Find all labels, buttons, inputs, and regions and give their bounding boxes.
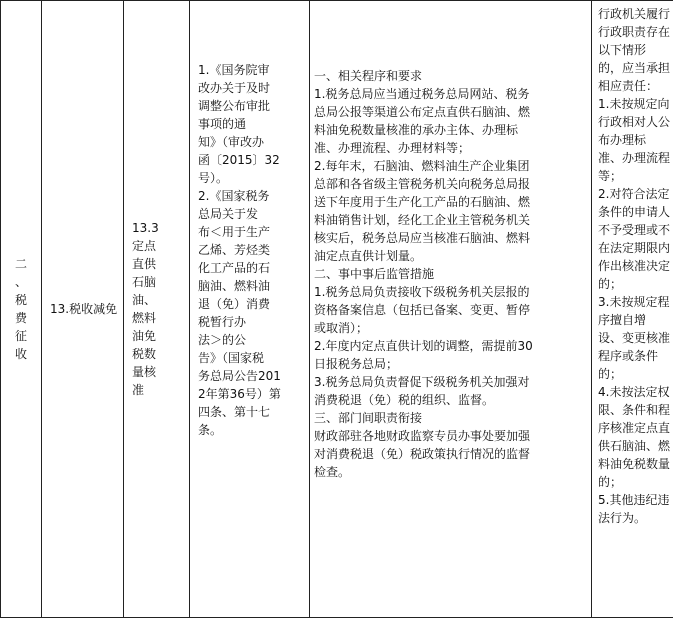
item-name: 13.税收减免 [50,302,118,316]
responsibility-line: 准、办理流程 [598,151,671,165]
procedure-line: 检查。 [314,465,351,479]
responsibility-line: 限、条件和程 [598,403,671,417]
responsibility-line: 1.未按规定向 [598,97,670,111]
basis-line: 税暂行办 [198,315,247,329]
responsibility-line: 相应责任： [598,79,659,93]
procedure-line: 2.年度内定点直供计划的调整，需提前30 [314,339,533,353]
basis-line: 乙烯、芳烃类 [198,243,271,257]
procedure-line: 对消费税退（免）税政策执行情况的监督 [314,447,531,461]
responsibility-line: 法行为。 [598,511,647,525]
basis-line: 2.《国家税务 [198,189,270,203]
responsibility-line: 行政职责存在 [598,25,671,39]
procedure-line: 消费税退（免）税的组织、监督。 [314,393,495,407]
procedure-line: 三、部门间职责衔接 [314,411,423,425]
basis-line: 布＜用于生产 [198,225,271,239]
procedure-line: 1.税务总局应当通过税务总局网站、税务 [314,87,530,101]
sub-item-line: 燃料 [132,311,157,325]
responsibility-line: 行政相对人公 [598,115,671,129]
responsibility-line: 程序或条件 [598,349,659,363]
basis-line: 号）。 [198,171,229,185]
responsibility-line: 的，应当承担 [598,61,671,75]
procedure-line: 核实后，税务总局应当核准石脑油、燃料 [314,231,531,245]
category-line: 税 [14,293,27,307]
responsibility-line: 序核准定点直 [598,421,671,435]
basis-line: 四条、第十七 [198,405,271,419]
responsibility-line: 等； [598,169,623,183]
sub-item-line: 13.3 [132,221,159,235]
responsibility-line: 布办理标 [598,133,647,147]
sub-item-line: 税数 [132,347,157,361]
responsibility-line: 的； [598,367,623,381]
item-name-cell [42,1,124,618]
procedure-line: 料油免税数量核准的承办主体、办理标 [314,123,519,137]
responsibility-line: 2.对符合法定 [598,187,670,201]
responsibility-line: 的； [598,277,623,291]
responsibility-line: 不予受理或不 [598,223,671,237]
responsibility-line: 设、变更核准 [598,331,671,345]
procedure-line: 总部和各省级主管税务机关向税务总局报 [314,177,531,191]
responsibility-line: 4.未按法定权 [598,385,670,399]
procedure-line: 或取消）； [314,321,369,335]
responsibility-line: 5.其他违纪违 [598,493,670,507]
basis-line: 告》（国家税 [198,351,265,365]
basis-line: 改办关于及时 [198,81,271,95]
responsibility-line: 供石脑油、燃 [598,439,671,453]
procedure-line: 料油销售计划，经化工企业主管税务机关 [314,213,531,227]
basis-line: 1.《国务院审 [198,63,270,77]
procedure-line: 资格备案信息（包括已备案、变更、暂停 [314,303,531,317]
responsibility-cell [592,1,673,618]
sub-item-line: 量核 [132,365,157,379]
basis-line: 事项的通 [198,117,247,131]
basis-line: 总局关于发 [198,207,259,221]
basis-line: 脑油、燃料油 [198,279,271,293]
responsibility-line: 条件的申请人 [598,205,671,219]
basis-line: 法＞的公 [198,333,247,347]
responsibility-line: 作出核准决定 [598,259,671,273]
procedure-line: 财政部驻各地财政监察专员办事处要加强 [314,429,531,443]
category-line: 二 [14,257,27,271]
table-row [1,1,673,618]
sub-item-line: 油、 [132,293,157,307]
responsibility-line: 在法定期限内 [598,241,671,255]
procedure-line: 一、相关程序和要求 [314,69,423,83]
sub-item-cell [124,1,190,618]
procedure-line: 3.税务总局负责督促下级税务机关加强对 [314,375,530,389]
basis-line: 化工产品的石 [198,261,271,275]
basis-line: 知》（审改办 [198,135,265,149]
procedure-line: 二、事中事后监管措施 [314,267,435,281]
basis-line: 务总局公告201 [198,369,281,383]
sub-item-line: 定点 [132,239,157,253]
sub-item-line: 直供 [132,257,157,271]
responsibility-line: 序擅自增 [598,313,647,327]
procedure-line: 2.每年末，石脑油、燃料油生产企业集团 [314,159,530,173]
basis-line: 退（免）消费 [198,297,271,311]
basis-line: 2年第36号）第 [198,387,281,401]
basis-line: 调整公布审批 [198,99,271,113]
procedure-cell [310,1,592,618]
basis-line: 函〔2015〕32 [198,153,280,167]
sub-item-line: 油免 [132,329,157,343]
procedure-line: 送下年度用于生产化工产品的石脑油、燃 [314,195,531,209]
procedure-line: 油定点直供计划量。 [314,249,423,263]
legal-basis-cell [190,1,310,618]
responsibility-line: 的； [598,475,623,489]
procedure-line: 准、办理流程、办理材料等； [314,141,471,155]
responsibility-line: 3.未按规定程 [598,295,670,309]
category-line: 、 [14,275,27,289]
sub-item-line: 石脑 [132,275,157,289]
responsibility-line: 行政机关履行 [598,7,671,21]
responsibility-line: 料油免税数量 [598,457,671,471]
procedure-line: 总局公报等渠道公布定点直供石脑油、燃 [314,105,531,119]
category-cell [1,1,42,618]
procedure-line: 日报税务总局； [314,357,399,371]
category-line: 收 [14,347,27,361]
category-line: 费 [14,311,27,325]
category-line: 征 [14,329,27,343]
responsibility-line: 以下情形 [598,43,647,57]
procedure-line: 1.税务总局负责接收下级税务机关层报的 [314,285,530,299]
sub-item-line: 准 [132,383,145,397]
basis-line: 条。 [198,423,223,437]
